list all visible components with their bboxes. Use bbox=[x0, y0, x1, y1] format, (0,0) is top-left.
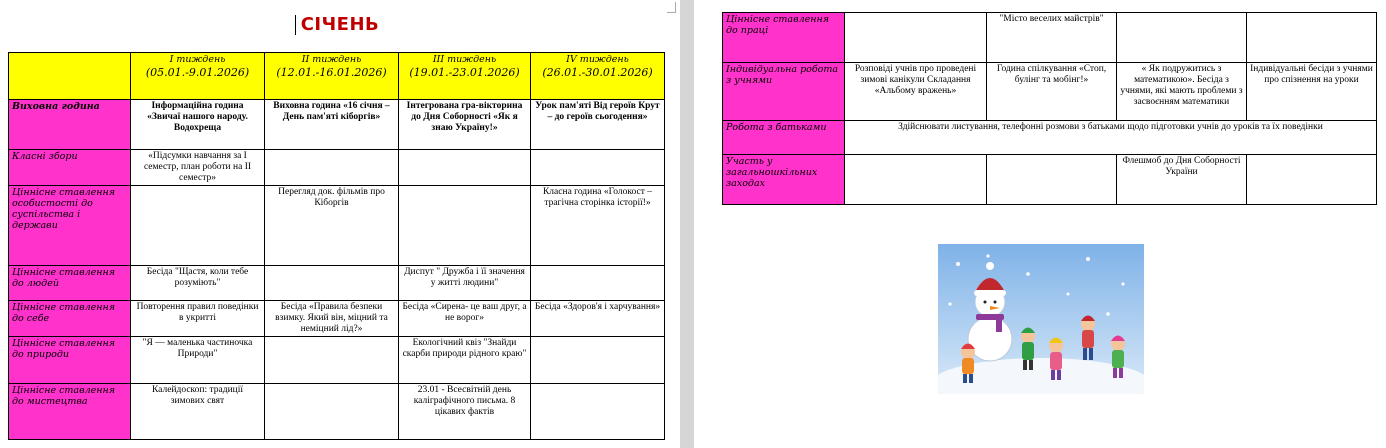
table-cell[interactable]: Перегляд док. фільмів про Кіборгів bbox=[265, 186, 399, 266]
table-cell[interactable]: Диспут " Дружба і її значення у житті людини" bbox=[399, 266, 531, 301]
category-cell[interactable]: Ціннісне ставлення до мистецтва bbox=[9, 384, 131, 440]
week-header[interactable] bbox=[131, 53, 265, 100]
table-cell[interactable]: Година спілкування «Стоп, булінг та мобінг!» bbox=[987, 63, 1117, 121]
week-dates: (05.01.-9.01.2026) bbox=[145, 66, 250, 79]
week-dates: (19.01.-23.01.2026) bbox=[409, 66, 520, 79]
plan-table-continued bbox=[722, 12, 1377, 205]
plan-table-january bbox=[8, 52, 665, 440]
category-cell[interactable]: Участь у загальношкільних заходах bbox=[723, 155, 845, 205]
table-cell[interactable]: « Як подружитись з математикою». Бесіда з учнями, які мають проблеми з засвоєнням математики bbox=[1117, 63, 1247, 121]
week-dates: (12.01.-16.01.2026) bbox=[276, 66, 387, 79]
table-cell[interactable]: Розповіді учнів про проведені зимові канікули Складання «Альбому вражень» bbox=[845, 63, 987, 121]
week-label: ІІІ тиждень bbox=[432, 54, 497, 65]
week-header[interactable] bbox=[399, 53, 531, 100]
header-corner-cell bbox=[9, 53, 131, 100]
week-label: ІV тиждень bbox=[566, 54, 629, 65]
table-cell[interactable] bbox=[1247, 155, 1377, 205]
table-cell[interactable] bbox=[987, 155, 1117, 205]
winter-kids-snowman-icon bbox=[938, 244, 1144, 394]
table-cell[interactable] bbox=[531, 337, 665, 384]
week-header[interactable] bbox=[265, 53, 399, 100]
week-label: ІІ тиждень bbox=[301, 54, 362, 65]
category-cell[interactable]: Ціннісне ставлення до людей bbox=[9, 266, 131, 301]
table-cell[interactable]: Флешмоб до Дня Соборності України bbox=[1117, 155, 1247, 205]
document-page-1 bbox=[0, 0, 680, 448]
week-dates: (26.01.-30.01.2026) bbox=[542, 66, 653, 79]
table-cell[interactable] bbox=[265, 266, 399, 301]
table-cell[interactable] bbox=[265, 337, 399, 384]
category-cell[interactable]: Класні збори bbox=[9, 150, 131, 186]
week-header[interactable] bbox=[531, 53, 665, 100]
table-cell[interactable]: Екологічний квіз "Знайди скарби природи рідного краю" bbox=[399, 337, 531, 384]
week-label: І тиждень bbox=[169, 54, 226, 65]
category-cell[interactable]: Ціннісне ставлення особистості до суспільства і держави bbox=[9, 186, 131, 266]
table-cell[interactable] bbox=[265, 384, 399, 440]
table-cell[interactable]: Інформаційна година «Звичаї нашого народу. Водохреща bbox=[131, 100, 265, 150]
table-cell[interactable] bbox=[531, 150, 665, 186]
merged-cell[interactable]: Здійснювати листування, телефонні розмови з батьками щодо підготовки учнів до уроків та їх поведінки bbox=[845, 121, 1377, 155]
table-cell[interactable] bbox=[1247, 13, 1377, 63]
table-cell[interactable] bbox=[845, 155, 987, 205]
table-cell[interactable] bbox=[399, 150, 531, 186]
table-cell[interactable]: «Підсумки навчання за І семестр, план роботи на ІІ семестр» bbox=[131, 150, 265, 186]
table-cell[interactable] bbox=[265, 150, 399, 186]
table-cell[interactable]: Бесіда «Здоров'я і харчування» bbox=[531, 301, 665, 337]
table-cell[interactable]: Калейдоскоп: традиції зимових свят bbox=[131, 384, 265, 440]
table-cell[interactable]: Бесіда «Сирена- це ваш друг, а не ворог» bbox=[399, 301, 531, 337]
table-cell[interactable]: 23.01 - Всесвітній день каліграфічного письма. 8 цікавих фактів bbox=[399, 384, 531, 440]
category-cell[interactable]: Індивідуальна робота з учнями bbox=[723, 63, 845, 121]
table-cell[interactable]: Виховна година «16 січня – День пам'яті кіборгів» bbox=[265, 100, 399, 150]
page-title: СІЧЕНЬ bbox=[300, 14, 380, 35]
category-cell[interactable]: Виховна година bbox=[9, 100, 131, 150]
table-cell[interactable] bbox=[845, 13, 987, 63]
category-cell[interactable]: Ціннісне ставлення до природи bbox=[9, 337, 131, 384]
category-cell[interactable]: Робота з батьками bbox=[723, 121, 845, 155]
table-cell[interactable]: Урок пам'яті Від героїв Крут – до героїв сьогодення» bbox=[531, 100, 665, 150]
category-cell[interactable]: Ціннісне ставлення до праці bbox=[723, 13, 845, 63]
table-cell[interactable]: Повторення правил поведінки в укритті bbox=[131, 301, 265, 337]
category-cell[interactable]: Ціннісне ставлення до себе bbox=[9, 301, 131, 337]
table-cell[interactable]: Бесіда «Правила безпеки взимку. Який він, міцний та неміцний лід?» bbox=[265, 301, 399, 337]
page-corner-mark bbox=[667, 2, 676, 13]
table-cell[interactable]: Інтегрована гра-вікторина до Дня Соборності «Як я знаю Україну!» bbox=[399, 100, 531, 150]
table-cell[interactable]: "Я — маленька частиночка Природи" bbox=[131, 337, 265, 384]
table-cell[interactable] bbox=[531, 384, 665, 440]
table-cell[interactable]: Індивідуальні бесіди з учнями про спізнення на уроки bbox=[1247, 63, 1377, 121]
table-cell[interactable] bbox=[131, 186, 265, 266]
table-cell[interactable] bbox=[531, 266, 665, 301]
document-page-2 bbox=[694, 0, 1386, 448]
table-cell[interactable]: Бесіда "Щастя, коли тебе розуміють" bbox=[131, 266, 265, 301]
table-cell[interactable] bbox=[399, 186, 531, 266]
table-cell[interactable] bbox=[1117, 13, 1247, 63]
table-cell[interactable]: Класна година «Голокост – трагічна сторінка історії!» bbox=[531, 186, 665, 266]
table-cell[interactable]: "Місто веселих майстрів" bbox=[987, 13, 1117, 63]
